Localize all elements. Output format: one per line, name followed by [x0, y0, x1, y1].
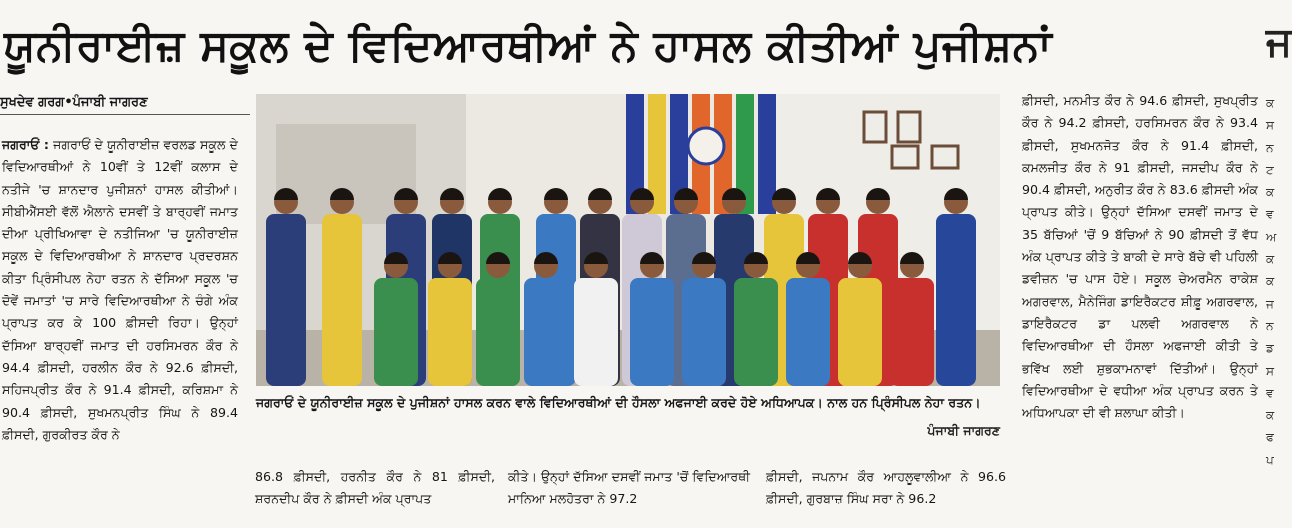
adjacent-headline-fragment: ਜ [1266, 19, 1292, 65]
article-column-2: 86.8 ਫ਼ੀਸਦੀ, ਹਰਨੀਤ ਕੌਰ ਨੇ 81 ਫ਼ੀਸਦੀ, ਸ਼ਰਨਦੀਪ ਕੌਰ ਨੇ ਫ਼ੀਸਦੀ ਅੰਕ ਪ੍ਰਾਪਤ [255, 469, 495, 507]
article-column-5: ਫ਼ੀਸਦੀ, ਮਨਮੀਤ ਕੌਰ ਨੇ 94.6 ਫ਼ੀਸਦੀ, ਸੁਖਪ੍ਰੀਤ ਕੌਰ ਨੇ 94.2 ਫ਼ੀਸਦੀ, ਹਰਸਿਮਰਨ ਕੌਰ ਨੇ 93.4 ਫ਼ੀਸਦੀ, ਸੁਖਮਨਜੋਤ ਕੌਰ ਨੇ 91.4 ਫ਼ੀਸਦੀ, ਕਮਲਜੀਤ ਕੌਰ ਨੇ 91 ਫ਼ੀਸਦੀ, ਜਸਦੀਪ ਕੌਰ ਨੇ 90.4 ਫ਼ੀਸਦੀ, ਅਨੁਰੀਤ ਕੌਰ ਨੇ 83.6 ਫ਼ੀਸਦੀ ਅੰਕ ਪ੍ਰਾਪਤ ਕੀਤੇ। ਉਨ੍ਹਾਂ ਦੱਸਿਆ ਦਸਵੀਂ ਜਮਾਤ ਦੇ 35 ਬੱਚਿਆਂ 'ਚੋਂ 9 ਬੱਚਿਆਂ ਨੇ 90 ਫ਼ੀਸਦੀ ਤੋਂ ਵੱਧ ਅੰਕ ਪ੍ਰਾਪਤ ਕੀਤੇ ਤੇ ਬਾਕੀ ਦੇ ਸਾਰੇ ਬੱਚੇ ਵੀ ਪਹਿਲੀ ਡਵੀਜ਼ਨ 'ਚ ਪਾਸ ਹੋਏ। ਸਕੂਲ ਚੇਅਰਮੈਨ ਰਾਕੇਸ਼ ਅਗਰਵਾਲ, ਮੈਨੇਜਿੰਗ ਡਾਇਰੈਕਟਰ ਸ਼ੀਫ਼ੂ ਅਗਰਵਾਲ, ਡਾਇਰੈਕਟਰ ਡਾ ਪਲਵੀ ਅਗਰਵਾਲ ਨੇ ਵਿਦਿਆਰਥੀਆ ਦੀ ਹੌਸਲਾ ਅਫਜਾਈ ਕੀਤੀ ਤੇ ਭਵਿੱਖ ਲਈ ਸ਼ੁਭਕਾਮਨਾਵਾਂ ਦਿੱਤੀਆਂ। ਉਨ੍ਹਾਂ ਵਿਦਿਆਰਥੀਆ ਦੇ ਵਧੀਆ ਅੰਕ ਪ੍ਰਾਪਤ ਕਰਨ ਤੇ ਅਧਿਆਪਕਾ ਦੀ ਵੀ ਸ਼ਲਾਘਾ ਕੀਤੀ। [1022, 93, 1258, 421]
dateline: ਜਗਰਾਓਂ : [2, 137, 49, 152]
byline-rule [0, 114, 250, 115]
article-column-1 [2, 134, 238, 520]
adjacent-article-fragment: ਕ ਸ ਨ ਟ ਕ ਵ ਅ ਕ ਕ ਜ ਨ ਡ ਸ ਵ ਕ ਫ ਪ [1266, 96, 1277, 467]
byline: ਸੁਖਦੇਵ ਗਰਗ•ਪੰਜਾਬੀ ਜਾਗਰਣ [0, 95, 148, 110]
article-column-3: ਕੀਤੇ। ਉਨ੍ਹਾਂ ਦੱਸਿਆ ਦਸਵੀਂ ਜਮਾਤ 'ਚੋਂ ਵਿਦਿਆਰਥੀ ਮਾਨਿਆ ਮਲਹੋਤਰਾ ਨੇ 97.2 [508, 469, 750, 507]
article-column-4: ਫ਼ੀਸਦੀ, ਜਪਨਾਮ ਕੌਰ ਆਹਲੂਵਾਲੀਆ ਨੇ 96.6 ਫ਼ੀਸਦੀ, ਗੁਰਬਾਜ਼ ਸਿੰਘ ਸਰਾ ਨੇ 96.2 [766, 469, 1006, 507]
headline: ਯੂਨੀਰਾਈਜ਼ ਸਕੂਲ ਦੇ ਵਿਦਿਆਰਥੀਆਂ ਨੇ ਹਾਸਲ ਕੀਤੀਆਂ ਪੁਜੀਸ਼ਨਾਂ [4, 21, 1053, 71]
photo-credit: ਪੰਜਾਬੀ ਜਾਗਰਣ [927, 423, 1000, 438]
group-photo [256, 94, 1000, 386]
photo-caption: ਜਗਰਾਓਂ ਦੇ ਯੂਨੀਰਾਈਜ਼ ਸਕੂਲ ਦੇ ਪੁਜੀਸ਼ਨਾਂ ਹਾਸਲ ਕਰਨ ਵਾਲੇ ਵਿਦਿਆਰਥੀਆਂ ਦੀ ਹੌਸਲਾ ਅਫਜਾਈ ਕਰਦੇ ਹੋਏ ਅਧਿਆਪਕ। ਨਾਲ ਹਨ ਪ੍ਰਿੰਸੀਪਲ ਨੇਹਾ ਰਤਨ। [256, 395, 981, 410]
article-text-1: ਜਗਰਾਓਂ ਦੇ ਯੂਨੀਰਾਈਜ਼ ਵਰਲਡ ਸਕੂਲ ਦੇ ਵਿਦਿਆਰਥੀਆਂ ਨੇ 10ਵੀਂ ਤੇ 12ਵੀਂ ਕਲਾਸ ਦੇ ਨਤੀਜੇ 'ਚ ਸ਼ਾਨਦਾਰ ਪੁਜੀਸ਼ਨਾਂ ਹਾਸਲ ਕੀਤੀਆਂ। ਸੀਬੀਐੱਸਈ ਵੱਲੋਂ ਐਲਾਨੇ ਦਸਵੀਂ ਤੇ ਬਾਰ੍ਹਵੀਂ ਜਮਾਤ ਦੀਆ ਪ੍ਰੀਖਿਆਵਾ ਦੇ ਨਤੀਜਿਆ 'ਚ ਯੂਨੀਰਾਈਜ਼ ਸਕੂਲ ਦੇ ਵਿਦਿਆਰਥੀਆ ਨੇ ਸ਼ਾਨਦਾਰ ਪ੍ਰਦਰਸ਼ਨ ਕੀਤਾ ਪ੍ਰਿੰਸੀਪਲ ਨੇਹਾ ਰਤਨ ਨੇ ਦੱਸਿਆ ਸਕੂਲ 'ਚ ਦੋਵੇਂ ਜਮਾਤਾਂ 'ਚ ਸਾਰੇ ਵਿਦਿਆਰਥੀਆ ਨੇ ਚੰਗੇ ਅੰਕ ਪ੍ਰਾਪਤ ਕਰ ਕੇ 100 ਫ਼ੀਸਦੀ ਰਿਹਾ। ਉਨ੍ਹਾਂ ਦੱਸਿਆ ਬਾਰ੍ਹਵੀਂ ਜਮਾਤ ਦੀ ਹਰਸਿਮਰਨ ਕੌਰ ਨੇ 94.4 ਫ਼ੀਸਦੀ, ਹਰਲੀਨ ਕੌਰ ਨੇ 92.6 ਫ਼ੀਸਦੀ, ਸਹਿਜਪ੍ਰੀਤ ਕੌਰ ਨੇ 91.4 ਫ਼ੀਸਦੀ, ਕਰਿਸ਼ਮਾ ਨੇ 90.4 ਫ਼ੀਸਦੀ, ਸੁਖਮਨਪ੍ਰੀਤ ਸਿੰਘ ਨੇ 89.4 ਫ਼ੀਸਦੀ, ਗੁਰਕੀਰਤ ਕੌਰ ਨੇ [2, 137, 238, 442]
